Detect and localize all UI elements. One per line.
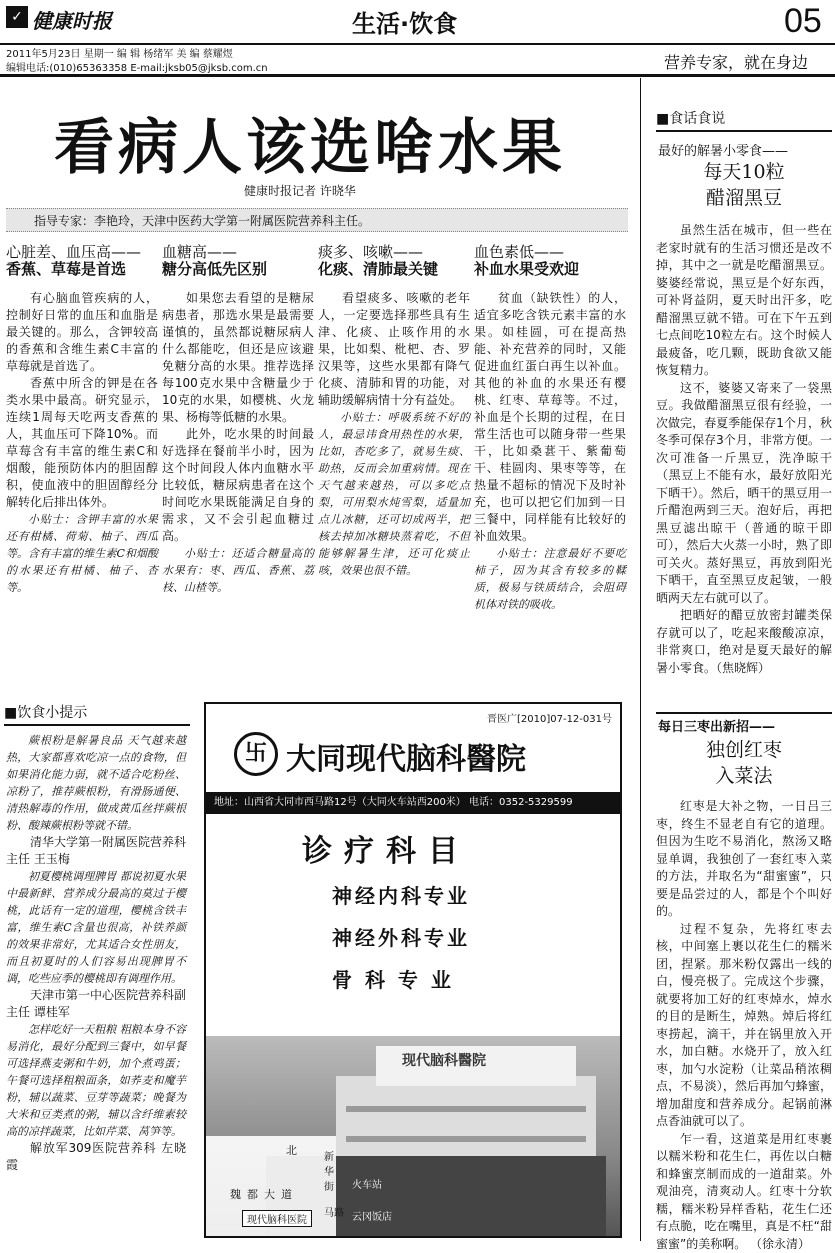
headline: 看病人该选啥水果 bbox=[54, 100, 566, 186]
story-paragraph: 这不，婆婆又寄来了一袋黑豆。我做醋溜黑豆很有经验，一次做完，春夏季能保存1个月，秋冬季可保存3个月，非常方便。一次可准备一斤黑豆，洗净晾干（黑豆上不能有水，最好放阳光下晒干）。然后，晒干的黑豆用一斤醋泡两到三天。泡好后，再把黑豆滤出晾干（普通的晾干即可），然后大火蒸一小时，熟了即可关火。蒸好黑豆，再放到阳光下晒干，直至黑豆皮起皱，一般晒两天左右就可以了。 bbox=[656, 380, 832, 608]
hospital-photo bbox=[206, 1036, 620, 1236]
map-road: 马路 bbox=[324, 1204, 344, 1219]
tip-paragraph: 蕨根粉是解暑良品 天气越来越热，大家都喜欢吃凉一点的食物，但如果消化能力弱，就不适合吃粉丝、凉粉了，推荐蕨根粉，有滑肠通便、清热解毒的作用，做成黄瓜丝拌蕨根粉、酸辣蕨根粉等就不错。 bbox=[6, 732, 186, 834]
map-hospital: 现代脑科医院 bbox=[242, 1210, 312, 1227]
column-kicker: 血糖高—— bbox=[162, 244, 314, 261]
column-kicker: 血色素低—— bbox=[474, 244, 626, 261]
story2-body bbox=[656, 798, 832, 1253]
map-north: 北 bbox=[286, 1142, 297, 1158]
article-column bbox=[474, 244, 626, 613]
tips-box bbox=[6, 732, 186, 1174]
story-divider bbox=[656, 712, 832, 714]
column-paragraph: 如果您去看望的是糖尿病患者，那选水果是最需要谨慎的，虽然都说糖尿病人什么都能吃，但还是应该避免糖分高的水果。推荐选择每100克水果中含糖量少于10克的水果，如樱桃、火龙果、杨梅等低糖的水果。 bbox=[162, 290, 314, 426]
ad-item-neurology: 神经内科专业 bbox=[332, 880, 470, 909]
column-subhead: 糖分高低先区别 bbox=[162, 261, 314, 278]
tip-author: 解放军309医院营养科 左晓霞 bbox=[6, 1140, 186, 1174]
tips-box-title: ■饮食小提示 bbox=[4, 702, 190, 726]
column-kicker: 痰多、咳嗽—— bbox=[318, 244, 470, 261]
tip-paragraph: 初夏樱桃调理脾胃 都说初夏水果中最新鲜、营养成分最高的莫过于樱桃，此话有一定的道理，樱桃含铁丰富，维生素C含量也很高，补铁养颜的效果非常好，尤其适合女性朋友，而且初夏时的人们容易出现脾胃不调，吃些应季的樱桃即有调理作用。 bbox=[6, 868, 186, 987]
hospital-name: 大同现代脑科醫院 bbox=[286, 734, 526, 778]
tips-box-title-text: 饮食小提示 bbox=[17, 705, 87, 721]
photo-sign: 现代脑科醫院 bbox=[402, 1050, 486, 1070]
map-hotel: 云冈饭店 bbox=[352, 1208, 392, 1223]
column-subhead: 补血水果受欢迎 bbox=[474, 261, 626, 278]
right-box-title-text: 食话食说 bbox=[669, 111, 725, 127]
masthead-logo-icon: ✓ bbox=[6, 6, 28, 28]
column-tip: 小贴士：还适合糖量高的水果有：枣、西瓜、香蕉、荔枝、山楂等。 bbox=[162, 545, 314, 596]
story2-kicker: 每日三枣出新招—— bbox=[658, 716, 775, 735]
article-column bbox=[6, 244, 158, 596]
column-subhead: 化痰、清肺最关键 bbox=[318, 261, 470, 278]
column-paragraph: 此外，吃水果的时间最好选择在餐前半小时，因为这个时间段人体内血糖水平比较低，糖尿病患者在这个时间吃水果既能满足自身的需求，又不会引起血糖过高。 bbox=[162, 426, 314, 545]
hospital-seal-icon: 卐 bbox=[234, 732, 278, 776]
section-title: 生活·饮食 bbox=[352, 4, 457, 39]
column-paragraph: 有心脑血管疾病的人，控制好日常的血压和血脂是最关键的。那么，含钾较高的香蕉和含维生素C丰富的草莓就是首选了。 bbox=[6, 290, 158, 375]
ad-item-neurosurgery: 神经外科专业 bbox=[332, 922, 470, 951]
story2-title-2: 入菜法 bbox=[656, 764, 832, 788]
story-paragraph: 过程不复杂，先将红枣去核，中间塞上裹以花生仁的糯米团，捏紧。那米粉仅露出一线的白，慢亮极了。完成这个步骤，就要将加工好的红枣焯水，焯水的目的是断生，焯熟。焯后将红枣捞起，滴干，并在锅里放入开水，加白糖。水烧开了，放入红枣，加勺水淀粉（让菜品稍浓稠点，不易淡），然后再加勺蜂蜜，增加甜度和营养成分。起锅前淋点香油就可以了。 bbox=[656, 921, 832, 1131]
column-tip: 小贴士：注意最好不要吃柿子，因为其含有较多的鞣质，极易与铁质结合，会阻碍机体对铁的吸收。 bbox=[474, 545, 626, 613]
map-station: 火车站 bbox=[352, 1176, 382, 1191]
story2-title-1: 独创红枣 bbox=[656, 738, 832, 762]
tip-paragraph: 怎样吃好一天粗粮 粗粮本身不容易消化，最好分配到三餐中，如早餐可选择燕麦粥和牛奶，加个煮鸡蛋；午餐可选择粗粮面条，如荞麦和魔芋粉，辅以蔬菜、豆芽等蔬菜；晚餐为大米和豆类煮的粥，辅以含纤维素较高的凉拌蔬菜，比如芹菜、莴笋等。 bbox=[6, 1021, 186, 1140]
column-paragraph: 香蕉中所含的钾是在各类水果中最高。研究显示，连续1周每天吃两支香蕉的人，其血压可下降10%。而草莓含有丰富的维生素C和烟酸，能预防体内的胆固醇积，使血液中的胆固醇经分解转化后排出体外。 bbox=[6, 375, 158, 511]
column-kicker: 心脏差、血压高—— bbox=[6, 244, 158, 261]
column-paragraph: 贫血（缺铁性）的人，适宜多吃含铁元素丰富的水果。如桂圆，可在提高热能、补充营养的同时，又能促进血红蛋白再生以补血。其他的补血的水果还有樱桃、红枣、草莓等。不过，补血是个长期的过程，在日常生活也可以随身带一些果干，比如桑葚干、紫葡萄干、桂圆肉、果枣等等，在热量不超标的情况下及时补充，也可以把它们加到一日三餐中，同样能有比较好的补血效果。 bbox=[474, 290, 626, 545]
byline: 健康时报记者 许晓华 bbox=[244, 182, 356, 199]
ad-menu-title: 诊疗科目 bbox=[302, 826, 470, 870]
date-line: 2011年5月23日 星期一 编 辑 杨绪军 美 编 蔡耀煜 bbox=[6, 48, 233, 61]
story1-body bbox=[656, 222, 832, 677]
contact-line: 编辑电话:(010)65363358 E-mail:jksb05@jksb.com.cn bbox=[6, 62, 268, 75]
story-paragraph: 虽然生活在城市，但一些在老家时就有的生活习惯还是改不掉，其中之一就是吃醋溜黑豆。婆婆经常说，黑豆是个好东西，可补肾益阴，夏天时出汗多，吃醋溜黑豆就不错。可在下午五到七点间吃10粒左右。这个时候人最疲备，吃几颗，既助食欲又能恢复精力。 bbox=[656, 222, 832, 380]
story1-title-2: 醋溜黑豆 bbox=[656, 186, 832, 210]
article-column bbox=[162, 244, 314, 596]
column-tip: 小贴士：含钾丰富的水果还有柑橘、荷菊、柚子、西瓜等。含有丰富的维生素C和烟酸的水果还有柑橘、柚子、杏等。 bbox=[6, 511, 158, 596]
story-paragraph: 红枣是大补之物，一日吕三枣，终生不显老自有它的道理。但因为生吃不易消化，熬汤又略显单调，我独创了一套红枣入菜的方法，并取名为“甜蜜蜜”，只要是品尝过的人，都是个个叫好的。 bbox=[656, 798, 832, 921]
column-tip: 小贴士：呼吸系统不好的人，最忌讳食用热性的水果，比如，杏吃多了，就易生痰、助热，反而会加重病情。现在天气越来越热，可以多吃点梨，可用梨水炖雪梨，适量加点儿冰糖，还可切成两半，把核去掉加冰糖块蒸着吃，不但能够解暑生津，还可化痰止咳，效果也很不错。 bbox=[318, 409, 470, 579]
map-street: 新华街 bbox=[324, 1148, 336, 1193]
masthead-bottom-rule bbox=[0, 74, 835, 77]
story-paragraph: 把晒好的醋豆放密封罐类保存就可以了，吃起来酸酸凉凉，非常爽口，绝对是夏天最好的解暑小零食。（焦晓辉） bbox=[656, 607, 832, 677]
column-paragraph: 看望痰多、咳嗽的老年人，一定要选择那些具有生津、化痰、止咳作用的水果，比如梨、枇杷、杏、罗汉果等，这些水果都有降气化痰、清肺和胃的功能，对辅助缓解病情十分有益处。 bbox=[318, 290, 470, 409]
expert-note: 指导专家：李艳玲，天津中医药大学第一附属医院营养科主任。 bbox=[6, 208, 628, 232]
column-divider bbox=[640, 78, 641, 1241]
story1-kicker: 最好的解暑小零食—— bbox=[658, 140, 788, 159]
tip-author: 清华大学第一附属医院营养科主任 王玉梅 bbox=[6, 834, 186, 868]
column-subhead: 香蕉、草莓是首选 bbox=[6, 261, 158, 278]
masthead-logo: 健康时报 bbox=[32, 5, 112, 34]
hospital-ad bbox=[204, 702, 622, 1238]
page-number: 05 bbox=[784, 2, 822, 41]
story-paragraph: 乍一看，这道菜是用红枣裹以糯米粉和花生仁，再佐以白糖和蜂蜜烹制而成的一道甜菜。外观油亮，清爽动人。红枣十分软糯，糯米粉异样香粘，花生仁还有点脆，吃在嘴里，真是不枉“甜蜜蜜”的美称啊。 （徐永清） bbox=[656, 1131, 832, 1253]
masthead-divider bbox=[0, 43, 835, 45]
tip-author: 天津市第一中心医院营养科副主任 谭桂军 bbox=[6, 987, 186, 1021]
slogan: 营养专家，就在身边 bbox=[664, 50, 808, 73]
article-column bbox=[318, 244, 470, 579]
ad-license: 晋医广[2010]07-12-031号 bbox=[487, 710, 612, 725]
ad-item-orthopedics: 骨 科 专 业 bbox=[332, 964, 454, 993]
ad-address-bar: 地址：山西省大同市西马路12号（大同火车站西200米） 电话：0352-5329599 5329888 bbox=[206, 792, 620, 814]
right-box-title: ■食话食说 bbox=[656, 108, 832, 132]
story1-title-1: 每天10粒 bbox=[656, 160, 832, 184]
map-avenue: 魏都大道 bbox=[230, 1186, 298, 1202]
